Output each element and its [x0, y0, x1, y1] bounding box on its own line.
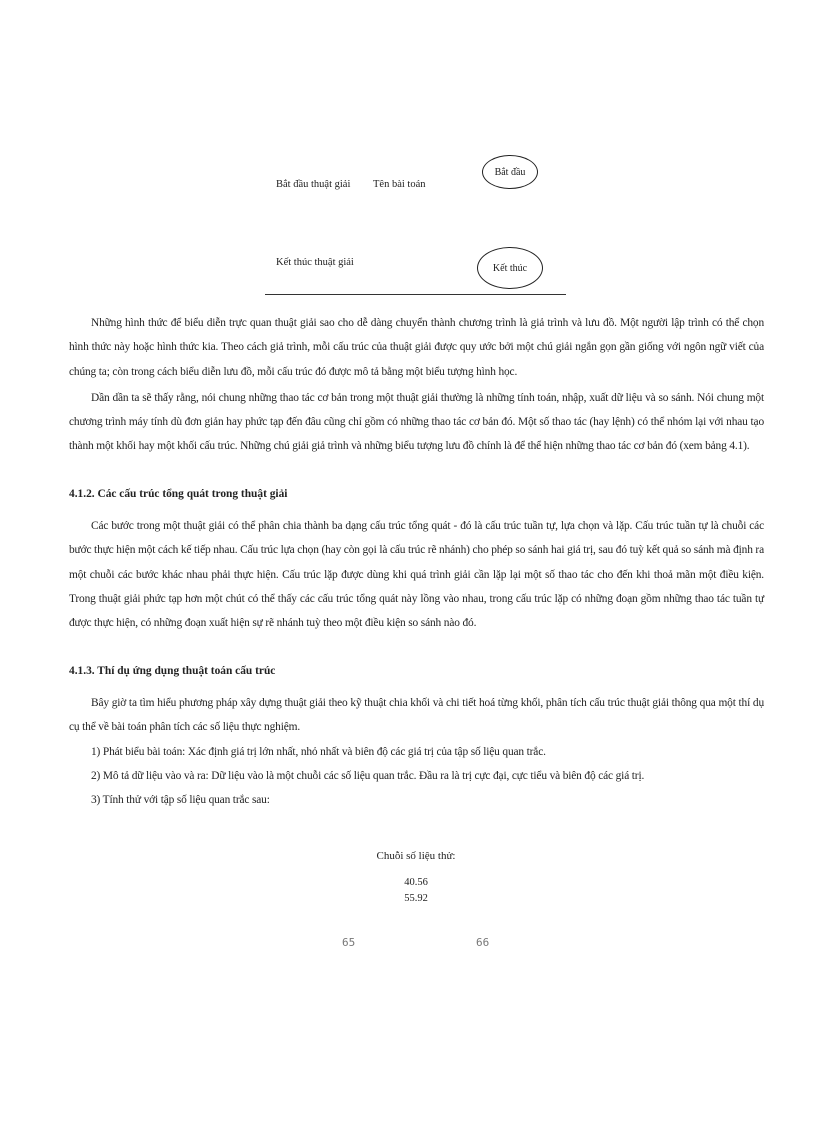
page-number-right: 66: [476, 936, 490, 949]
section-413-text: [69, 691, 764, 812]
data-value: 40.56: [404, 877, 428, 888]
intro-paragraph: Dần dần ta sẽ thấy rằng, nói chung những thao tác cơ bản trong một thuật giải thường là những tính toán, nhập, xuất dữ liệu và so sánh. Nói chung một chương trình máy tính dù đơn giản hay phức tạp đến đâu cũng chỉ gồm có những thao tác cơ bản đó. Một số thao tác (hay lệnh) có thể nhóm lại với nhau tạo thành một khối hay một khối cấu trúc. Những chú giải giả trình và những biểu tượng lưu đồ chính là để thể hiện những thao tác cơ bản đó (xem bảng 4.1).: [69, 391, 764, 453]
start-oval-label: Bắt đầu: [494, 166, 526, 178]
end-oval: [477, 247, 543, 289]
problem-name-label: Tên bài toán: [373, 179, 426, 190]
end-algorithm-label: Kết thúc thuật giải: [276, 257, 354, 268]
section-412-paragraph: Các bước trong một thuật giải có thể phân chia thành ba dạng cấu trúc tổng quát - đó là cấu trúc tuần tự, lựa chọn và lặp. Cấu trúc tuần tự là chuỗi các bước thực hiện một cách kế tiếp nhau. Cấu trúc lựa chọn (hay còn gọi là cấu trúc rẽ nhánh) cho phép so sánh hai giá trị, sau đó tuỳ kết quả so sánh mà định ra một chuỗi các bước khác nhau phải thực hiện. Cấu trúc lặp được dùng khi quá trình giải cần lặp lại một số thao tác cho đến khi thoả mãn một điều kiện. Trong thuật giải phức tạp hơn một chút có thể thấy các cấu trúc tổng quát này lồng vào nhau, trong cấu trúc lặp có những đoạn gồm những thao tác tuần tự được thực hiện, có những đoạn xuất hiện sự rẽ nhánh tuỳ theo một điều kiện so sánh nào đó.: [69, 520, 764, 630]
section-412-text: [69, 514, 764, 635]
list-item: 1) Phát biểu bài toán: Xác định giá trị lớn nhất, nhỏ nhất và biên độ các giá trị của tập số liệu quan trắc.: [91, 745, 546, 758]
diagram-divider: [265, 294, 566, 295]
data-value: 55.92: [404, 893, 428, 904]
end-oval-label: Kết thúc: [492, 262, 528, 274]
list-item: 2) Mô tả dữ liệu vào và ra: Dữ liệu vào là một chuỗi các số liệu quan trắc. Đầu ra là trị cực đại, cực tiểu và biên độ các giá trị.: [91, 769, 645, 782]
intro-text: [69, 311, 764, 459]
intro-paragraph: Những hình thức để biểu diễn trực quan thuật giải sao cho dễ dàng chuyển thành chương trình là giả trình và lưu đồ. Một người lập trình có thể chọn hình thức này hoặc hình thức kia. Theo cách giả trình, mỗi cấu trúc của thuật giải được quy ước bởi một chú giải ngắn gọn gần giống với ngôn ngữ viết của chúng ta; còn trong cách biểu diễn lưu đồ, mỗi cấu trúc đó được mô tả bằng một biểu tượng hình học.: [69, 317, 764, 378]
start-oval: [482, 155, 538, 189]
page-number-left: 65: [342, 936, 356, 949]
section-412-heading: 4.1.2. Các cấu trúc tổng quát trong thuật giải: [69, 488, 288, 500]
start-algorithm-label: Bắt đầu thuật giải: [276, 179, 351, 190]
series-title: Chuỗi số liệu thử:: [376, 850, 456, 862]
section-413-heading: 4.1.3. Thí dụ ứng dụng thuật toán cấu trúc: [69, 665, 276, 677]
list-item: 3) Tính thử với tập số liệu quan trắc sau:: [91, 794, 270, 807]
section-413-paragraph: Bây giờ ta tìm hiểu phương pháp xây dựng thuật giải theo kỹ thuật chia khối và chi tiết hoá từng khối, phân tích cấu trúc thuật giải thông qua một thí dụ cụ thể về bài toán phân tích các số liệu thực nghiệm.: [69, 697, 764, 734]
